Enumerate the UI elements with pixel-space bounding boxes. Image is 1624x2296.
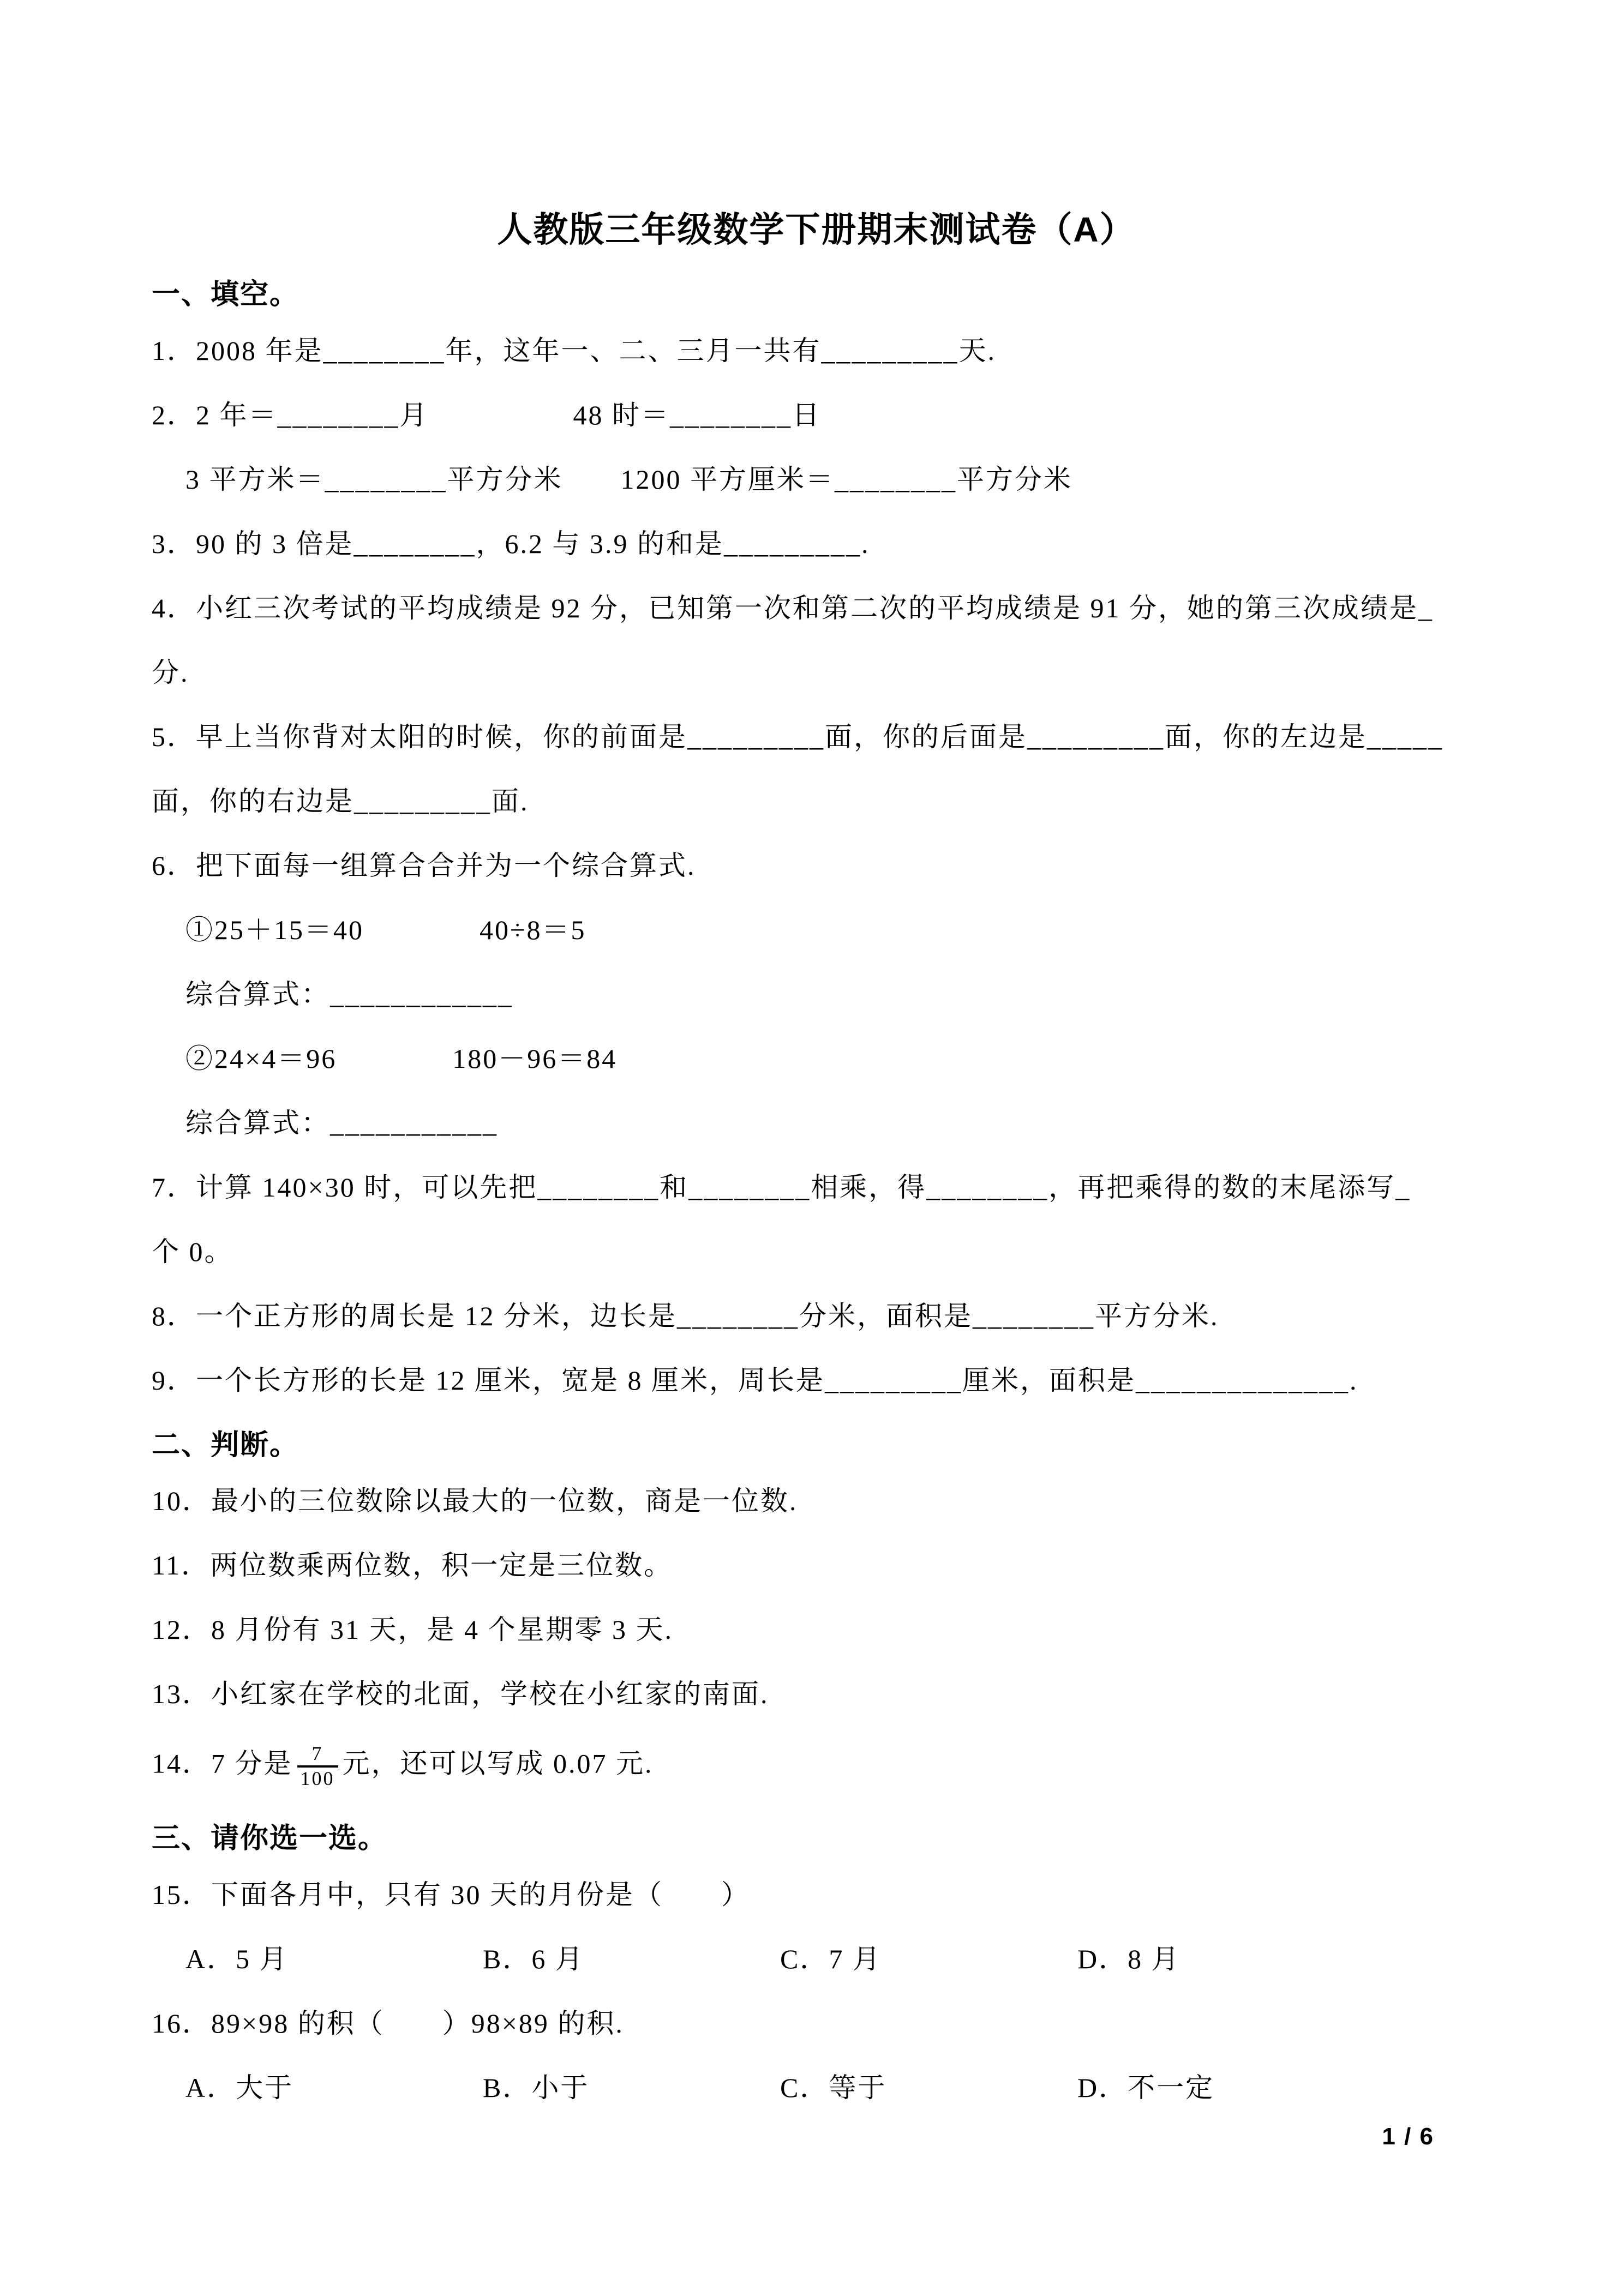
question-14 — [152, 1744, 1481, 1789]
fraction-denominator: 100 — [297, 1765, 338, 1789]
question-15-options — [185, 1944, 1481, 1974]
question-2: 2．2 年＝________月 48 时＝________日 — [152, 399, 821, 430]
question-4: 4．小红三次考试的平均成绩是 92 分，已知第一次和第二次的平均成绩是 91 分，她的第三次成绩是_ — [152, 592, 1434, 623]
fraction-7-100 — [297, 1744, 338, 1789]
question-16: 16．89×98 的积（ ）98×89 的积. — [152, 2008, 624, 2039]
question-6-answer-blank-2: 综合算式：___________ — [185, 1107, 498, 1138]
question-7: 7．计算 140×30 时，可以先把________和________相乘，得________，再把乘得的数的末尾添写_ — [152, 1171, 1411, 1203]
option-15-b: B．6 月 — [483, 1943, 584, 1974]
question-12: 12．8 月份有 31 天，是 4 个星期零 3 天. — [152, 1614, 673, 1645]
fraction-numerator: 7 — [311, 1742, 323, 1764]
question-6-answer-blank-1: 综合算式：____________ — [185, 978, 513, 1009]
exam-title: 人教版三年级数学下册期末测试卷（A） — [497, 210, 1136, 249]
question-1: 1．2008 年是________年，这年一、二、三月一共有_________天. — [152, 335, 996, 366]
question-8: 8．一个正方形的周长是 12 分米，边长是________分米，面积是________平方分米. — [152, 1300, 1219, 1331]
section-judge-heading: 二、判断。 — [152, 1429, 299, 1461]
question-6-group-1: ①25＋15＝40 40÷8＝5 — [185, 914, 586, 945]
question-2-continued: 3 平方米＝________平方分米 1200 平方厘米＝________平方分米 — [185, 464, 1072, 495]
option-16-b: B．小于 — [483, 2072, 590, 2103]
option-15-c: C．7 月 — [780, 1943, 882, 1974]
question-14-suffix: 元，还可以写成 0.07 元. — [342, 1748, 654, 1779]
question-13: 13．小红家在学校的北面，学校在小红家的南面. — [152, 1678, 769, 1709]
option-15-d: D．8 月 — [1077, 1943, 1180, 1974]
question-6: 6．把下面每一组算合合并为一个综合算式. — [152, 850, 696, 881]
option-15-a: A．5 月 — [185, 1943, 289, 1974]
question-7-continued: 个 0。 — [152, 1236, 233, 1267]
question-15: 15．下面各月中，只有 30 天的月份是（ ） — [152, 1879, 750, 1910]
page-number: 1 / 6 — [1382, 2123, 1434, 2150]
option-16-c: C．等于 — [780, 2072, 887, 2103]
question-3: 3．90 的 3 倍是________，6.2 与 3.9 的和是_________. — [152, 528, 870, 559]
question-16-options — [185, 2073, 1481, 2103]
option-16-a: A．大于 — [185, 2072, 294, 2103]
option-16-d: D．不一定 — [1077, 2072, 1215, 2103]
question-5-continued: 面，你的右边是_________面. — [152, 785, 529, 816]
question-5: 5．早上当你背对太阳的时候，你的前面是_________面，你的后面是_________面，你的左边是_____ — [152, 721, 1443, 752]
question-9: 9．一个长方形的长是 12 厘米，宽是 8 厘米，周长是_________厘米，面积是______________. — [152, 1365, 1358, 1396]
question-11: 11．两位数乘两位数，积一定是三位数。 — [152, 1549, 673, 1580]
question-6-group-2: ②24×4＝96 180－96＝84 — [185, 1043, 618, 1074]
section-choose-heading: 三、请你选一选。 — [152, 1823, 388, 1855]
question-14-prefix: 14．7 分是 — [152, 1748, 293, 1779]
section-fill-heading: 一、填空。 — [152, 279, 299, 311]
question-10: 10．最小的三位数除以最大的一位数，商是一位数. — [152, 1485, 798, 1516]
question-4-continued: 分. — [152, 657, 189, 688]
